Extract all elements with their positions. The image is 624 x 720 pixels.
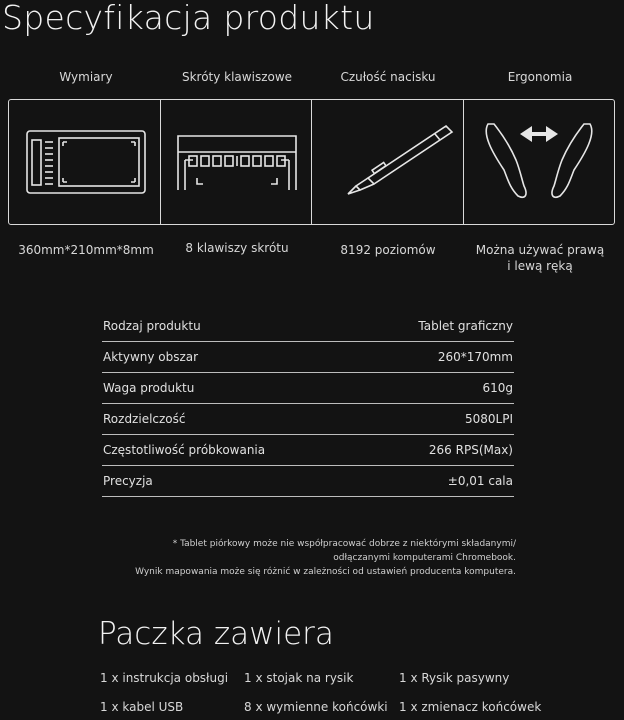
footnote-line: * Tablet piórkowy może nie współpracować dobrze z niektórymi składanymi/ bbox=[172, 539, 516, 549]
feature-label-dimensions: Wymiary bbox=[59, 70, 113, 84]
spec-name: Rodzaj produktu bbox=[103, 319, 201, 333]
package-title: Paczka zawiera bbox=[98, 616, 334, 652]
spec-value: Tablet graficzny bbox=[418, 319, 513, 333]
footnote-line: odłączanymi komputerami Chromebook. bbox=[333, 553, 516, 563]
spec-table bbox=[102, 311, 514, 497]
spec-value: 266 RPS(Max) bbox=[428, 443, 513, 457]
feature-label-pressure: Czułość nacisku bbox=[340, 70, 436, 84]
package-item: 8 x wymienne końcówki bbox=[244, 700, 388, 714]
feature-value-shortcuts: 8 klawiszy skrótu bbox=[185, 241, 289, 255]
spec-value: ±0,01 cala bbox=[447, 474, 513, 488]
spec-name: Aktywny obszar bbox=[103, 350, 199, 364]
feature-value-pressure: 8192 poziomów bbox=[340, 243, 436, 257]
spec-row bbox=[102, 373, 514, 404]
feature-card-dimensions bbox=[9, 100, 161, 224]
page-title: Specyfikacja produktu bbox=[2, 0, 375, 37]
spec-name: Precyzja bbox=[103, 474, 153, 488]
hands-swap-icon bbox=[464, 100, 615, 224]
pen-icon bbox=[312, 100, 463, 224]
spec-value: 610g bbox=[482, 381, 513, 395]
feature-value-ergonomics bbox=[464, 242, 616, 274]
feature-card-shortcuts bbox=[161, 100, 313, 224]
package-item: 1 x Rysik pasywny bbox=[399, 671, 510, 685]
spec-name: Rozdzielczość bbox=[103, 412, 186, 426]
feature-value-ergonomics-line2: i lewą ręką bbox=[507, 259, 573, 273]
feature-card-ergonomics bbox=[464, 100, 615, 224]
footnote bbox=[135, 537, 516, 579]
package-item: 1 x instrukcja obsługi bbox=[100, 671, 229, 685]
package-item: 1 x kabel USB bbox=[100, 700, 184, 714]
tablet-icon bbox=[9, 100, 160, 224]
spec-row bbox=[102, 435, 514, 466]
spec-row bbox=[102, 466, 514, 497]
footnote-line: Wynik mapowania może się różnić w zależności od ustawień producenta komputera. bbox=[135, 567, 516, 577]
spec-name: Częstotliwość próbkowania bbox=[103, 443, 266, 457]
feature-label-shortcuts: Skróty klawiszowe bbox=[181, 70, 293, 84]
spec-value: 260*170mm bbox=[437, 350, 513, 364]
feature-card-pressure bbox=[312, 100, 464, 224]
feature-cards bbox=[8, 99, 615, 225]
package-item: 1 x stojak na rysik bbox=[244, 671, 354, 685]
shortcut-keys-icon bbox=[161, 100, 312, 224]
spec-row bbox=[102, 311, 514, 342]
spec-name: Waga produktu bbox=[103, 381, 195, 395]
spec-row bbox=[102, 404, 514, 435]
feature-label-ergonomics: Ergonomia bbox=[507, 70, 573, 84]
package-item: 1 x zmienacz końcówek bbox=[399, 700, 542, 714]
spec-value: 5080LPI bbox=[465, 412, 513, 426]
feature-value-dimensions: 360mm*210mm*8mm bbox=[18, 243, 154, 257]
spec-row bbox=[102, 342, 514, 373]
feature-value-ergonomics-line1: Można używać prawą bbox=[475, 243, 605, 257]
